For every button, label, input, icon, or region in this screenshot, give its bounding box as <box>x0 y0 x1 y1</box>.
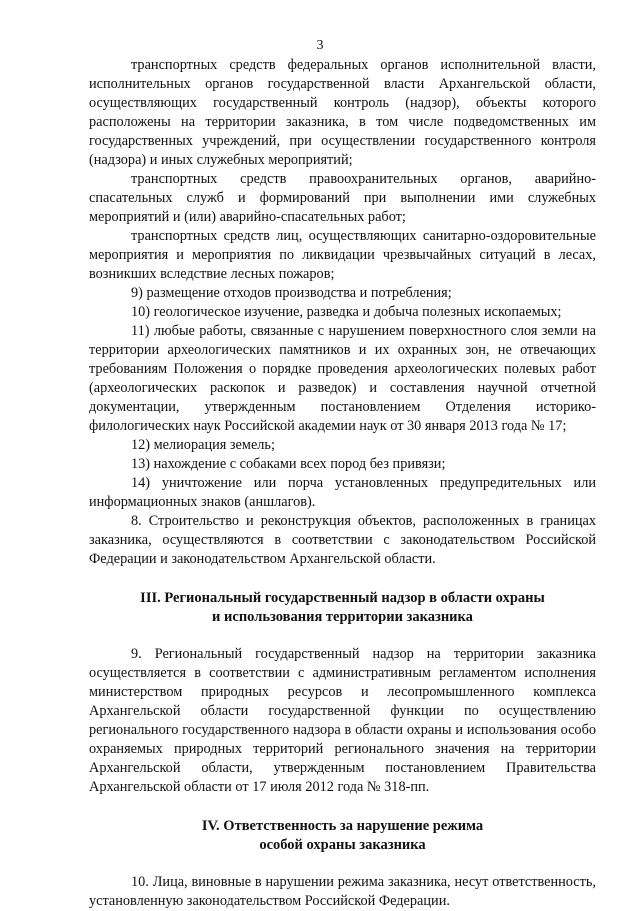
list-item-10: 10) геологическое изучение, разведка и добыча полезных ископаемых; <box>131 304 562 320</box>
paragraph-law-enforcement-vehicles: транспортных средств правоохранительных органов, аварийно-спасательных служб и формирований при выполнении ими служебных мероприятий и (или) аварийно-спасательных работ; <box>89 171 596 225</box>
paragraph-9: 9. Региональный государственный надзор на территории заказника осуществляется в соответствии с административным регламентом исполнения министерством природных ресурсов и лесопромышленного комплекса Архангельской области государственной функции по осуществлению регионального государственного надзора в области охраны и использования особо охраняемых природных территорий регионального значения на территории Архангельской области, утвержденным постановлением Правительства Архангельской области от 17 июля 2012 года № 318-пп. <box>89 646 596 795</box>
paragraph-10: 10. Лица, виновные в нарушении режима заказника, несут ответственность, установленную законодательством Российской Федерации. <box>89 874 596 909</box>
list-item-9: 9) размещение отходов производства и потребления; <box>131 285 452 301</box>
section-4-title-line-1: IV. Ответственность за нарушение режима <box>201 818 484 834</box>
paragraph-8: 8. Строительство и реконструкция объектов, расположенных в границах заказника, осуществляются в соответствии с законодательством Российской Федерации и законодательством Архангельской области. <box>89 513 596 567</box>
paragraph-sanitary-vehicles: транспортных средств лиц, осуществляющих санитарно-оздоровительные мероприятия и мероприятия по ликвидации чрезвычайных ситуаций в лесах, возникших вследствие лесных пожаров; <box>89 228 596 282</box>
document-body <box>89 56 596 911</box>
section-3-title <box>89 589 596 627</box>
list-item-11: 11) любые работы, связанные с нарушением поверхностного слоя земли на территории археологических памятников и их охранных зон, не отвечающих требованиям Положения о порядке проведения археологических полевых работ (археологических раскопок и разведок) и составления научной отчетной документации, утвержденным постановлением Отделения историко-филологических наук Российской академии наук от 30 января 2013 года № 17; <box>89 323 596 434</box>
paragraph-federal-vehicles: транспортных средств федеральных органов исполнительной власти, исполнительных органов государственной власти Архангельской области, осуществляющих государственный контроль (надзор), объекты которого расположены на территории заказника, в том числе подведомственных им государственных учреждений, при осуществлении государственного контроля (надзора) и иных служебных мероприятий; <box>89 57 596 168</box>
list-item-14: 14) уничтожение или порча установленных предупредительных или информационных знаков (аншлагов). <box>89 475 596 510</box>
page-number: 3 <box>316 38 324 53</box>
list-item-12: 12) мелиорация земель; <box>131 437 275 453</box>
section-4-title-line-2: особой охраны заказника <box>259 837 426 853</box>
section-3-title-line-1: III. Региональный государственный надзор в области охраны <box>140 590 545 606</box>
list-item-13: 13) нахождение с собаками всех пород без привязи; <box>131 456 446 472</box>
section-3-title-line-2: и использования территории заказника <box>212 609 473 625</box>
section-4-title <box>89 817 596 855</box>
